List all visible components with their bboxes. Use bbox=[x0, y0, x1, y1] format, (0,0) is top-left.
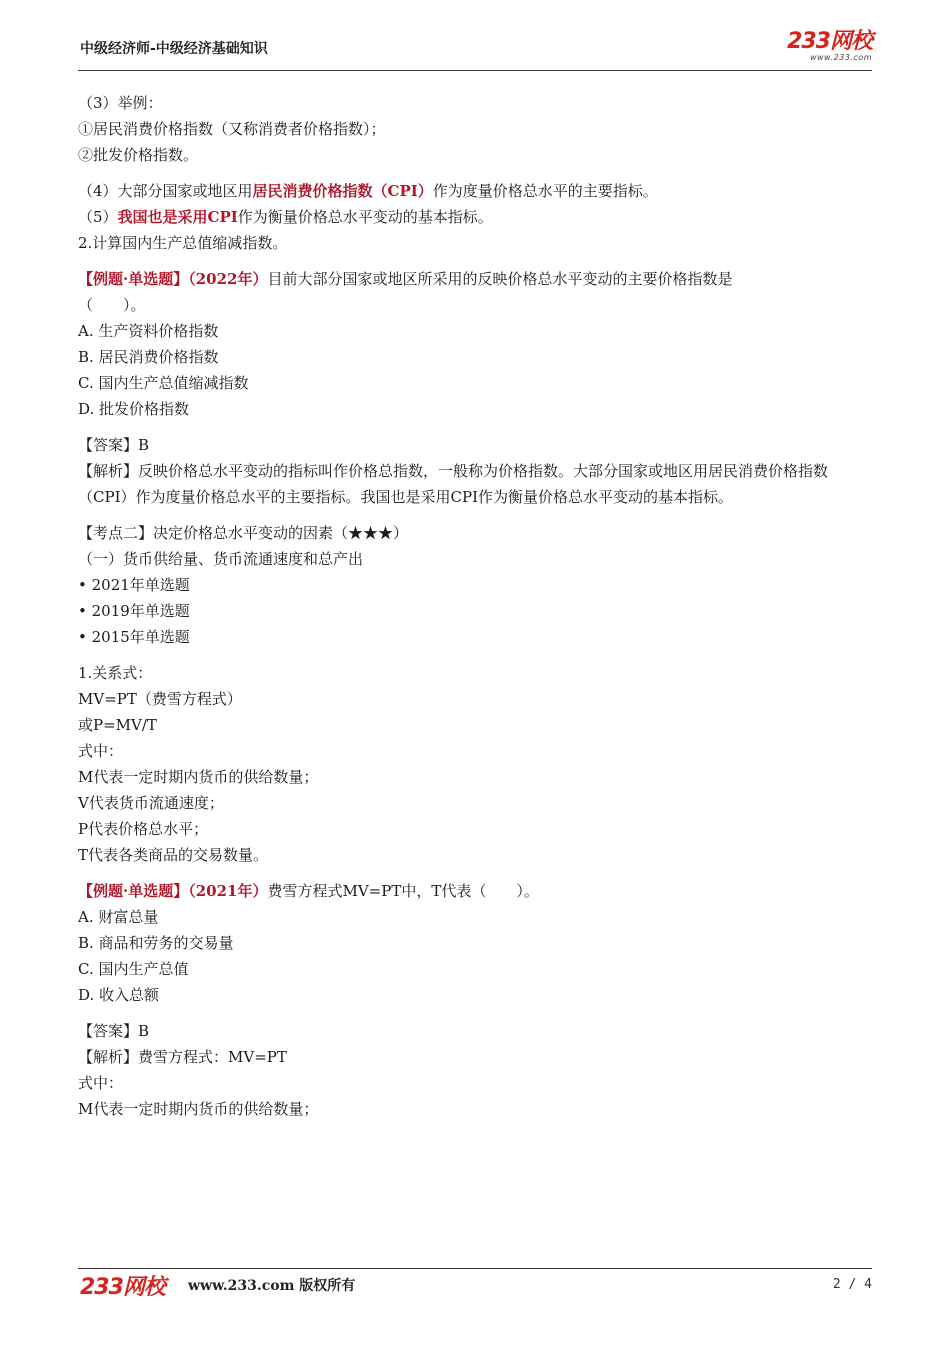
text-run: 作为度量价格总水平的主要指标。 bbox=[432, 182, 658, 200]
logo-text: 233网校 bbox=[787, 29, 872, 54]
option-b: B. 居民消费价格指数 bbox=[78, 348, 219, 366]
option-d: D. 批发价格指数 bbox=[78, 400, 190, 418]
footer-logo: 233网校 bbox=[80, 1275, 165, 1300]
text-line: V代表货币流通速度； bbox=[78, 794, 224, 812]
logo-url: www.233.com bbox=[809, 53, 872, 62]
highlight-text: 居民消费价格指数（CPI） bbox=[252, 182, 433, 200]
subsection-heading: （一）货币供给量、货币流通速度和总产出 bbox=[78, 550, 364, 568]
question-stem bbox=[78, 266, 878, 292]
text-line: 1.关系式： bbox=[78, 664, 153, 682]
text-line: T代表各类商品的交易数量。 bbox=[78, 846, 269, 864]
option-c: C. 国内生产总值 bbox=[78, 960, 189, 978]
question-tag: 【例题·单选题】（2021年） bbox=[78, 882, 268, 900]
question-text: 费雪方程式MV=PT中，T代表（ ）。 bbox=[267, 882, 539, 900]
option-a: A. 财富总量 bbox=[78, 908, 159, 926]
page-number: 2 / 4 bbox=[832, 1277, 872, 1292]
option-c: C. 国内生产总值缩减指数 bbox=[78, 374, 249, 392]
text-line: （3）举例： bbox=[78, 94, 163, 112]
question-tag: 【例题·单选题】（2022年） bbox=[78, 270, 268, 288]
question-blank: （ ）。 bbox=[78, 296, 146, 314]
text-line: 式中： bbox=[78, 1074, 124, 1092]
text-line: M代表一定时期内货币的供给数量； bbox=[78, 1100, 319, 1118]
list-item: • 2021年单选题 bbox=[78, 576, 190, 594]
text-run: 作为衡量价格总水平变动的基本指标。 bbox=[237, 208, 493, 226]
highlight-text: 我国也是采用CPI bbox=[117, 208, 238, 226]
analysis: 【解析】反映价格总水平变动的指标叫作价格总指数，一般称为价格指数。大部分国家或地区用居民消费价格指数（CPI）作为度量价格总水平的主要指标。我国也是采用CPI作为衡量价格总水平变动的基本指标。 bbox=[78, 462, 829, 506]
answer: 【答案】B bbox=[78, 1022, 150, 1040]
option-a: A. 生产资料价格指数 bbox=[78, 322, 219, 340]
text-line: 2.计算国内生产总值缩减指数。 bbox=[78, 234, 288, 252]
copyright-text: www.233.com 版权所有 bbox=[188, 1278, 356, 1294]
answer: 【答案】B bbox=[78, 436, 150, 454]
formula: 或P=MV/T bbox=[78, 716, 157, 734]
text-line: 式中： bbox=[78, 742, 124, 760]
question-text: 目前大部分国家或地区所采用的反映价格总水平变动的主要价格指数是 bbox=[267, 270, 733, 288]
text-line bbox=[78, 204, 878, 230]
text-run: （5） bbox=[78, 208, 118, 226]
document-body bbox=[78, 90, 878, 1122]
text-line: ②批发价格指数。 bbox=[78, 146, 199, 164]
page-footer bbox=[78, 1268, 872, 1301]
option-d: D. 收入总额 bbox=[78, 986, 160, 1004]
text-line: ①居民消费价格指数（又称消费者价格指数）； bbox=[78, 120, 386, 138]
option-b: B. 商品和劳务的交易量 bbox=[78, 934, 234, 952]
question-stem bbox=[78, 878, 878, 904]
list-item: • 2015年单选题 bbox=[78, 628, 190, 646]
text-run: （4）大部分国家或地区用 bbox=[78, 182, 253, 200]
text-line bbox=[78, 178, 878, 204]
list-item: • 2019年单选题 bbox=[78, 602, 190, 620]
section-heading: 【考点二】决定价格总水平变动的因素（★★★） bbox=[78, 524, 409, 542]
document-title: 中级经济师-中级经济基础知识 bbox=[80, 41, 268, 57]
text-line: M代表一定时期内货币的供给数量； bbox=[78, 768, 319, 786]
text-line: P代表价格总水平； bbox=[78, 820, 209, 838]
page-header bbox=[78, 30, 872, 71]
analysis: 【解析】费雪方程式：MV=PT bbox=[78, 1048, 287, 1066]
formula: MV=PT（费雪方程式） bbox=[78, 690, 242, 708]
brand-logo bbox=[776, 30, 872, 62]
